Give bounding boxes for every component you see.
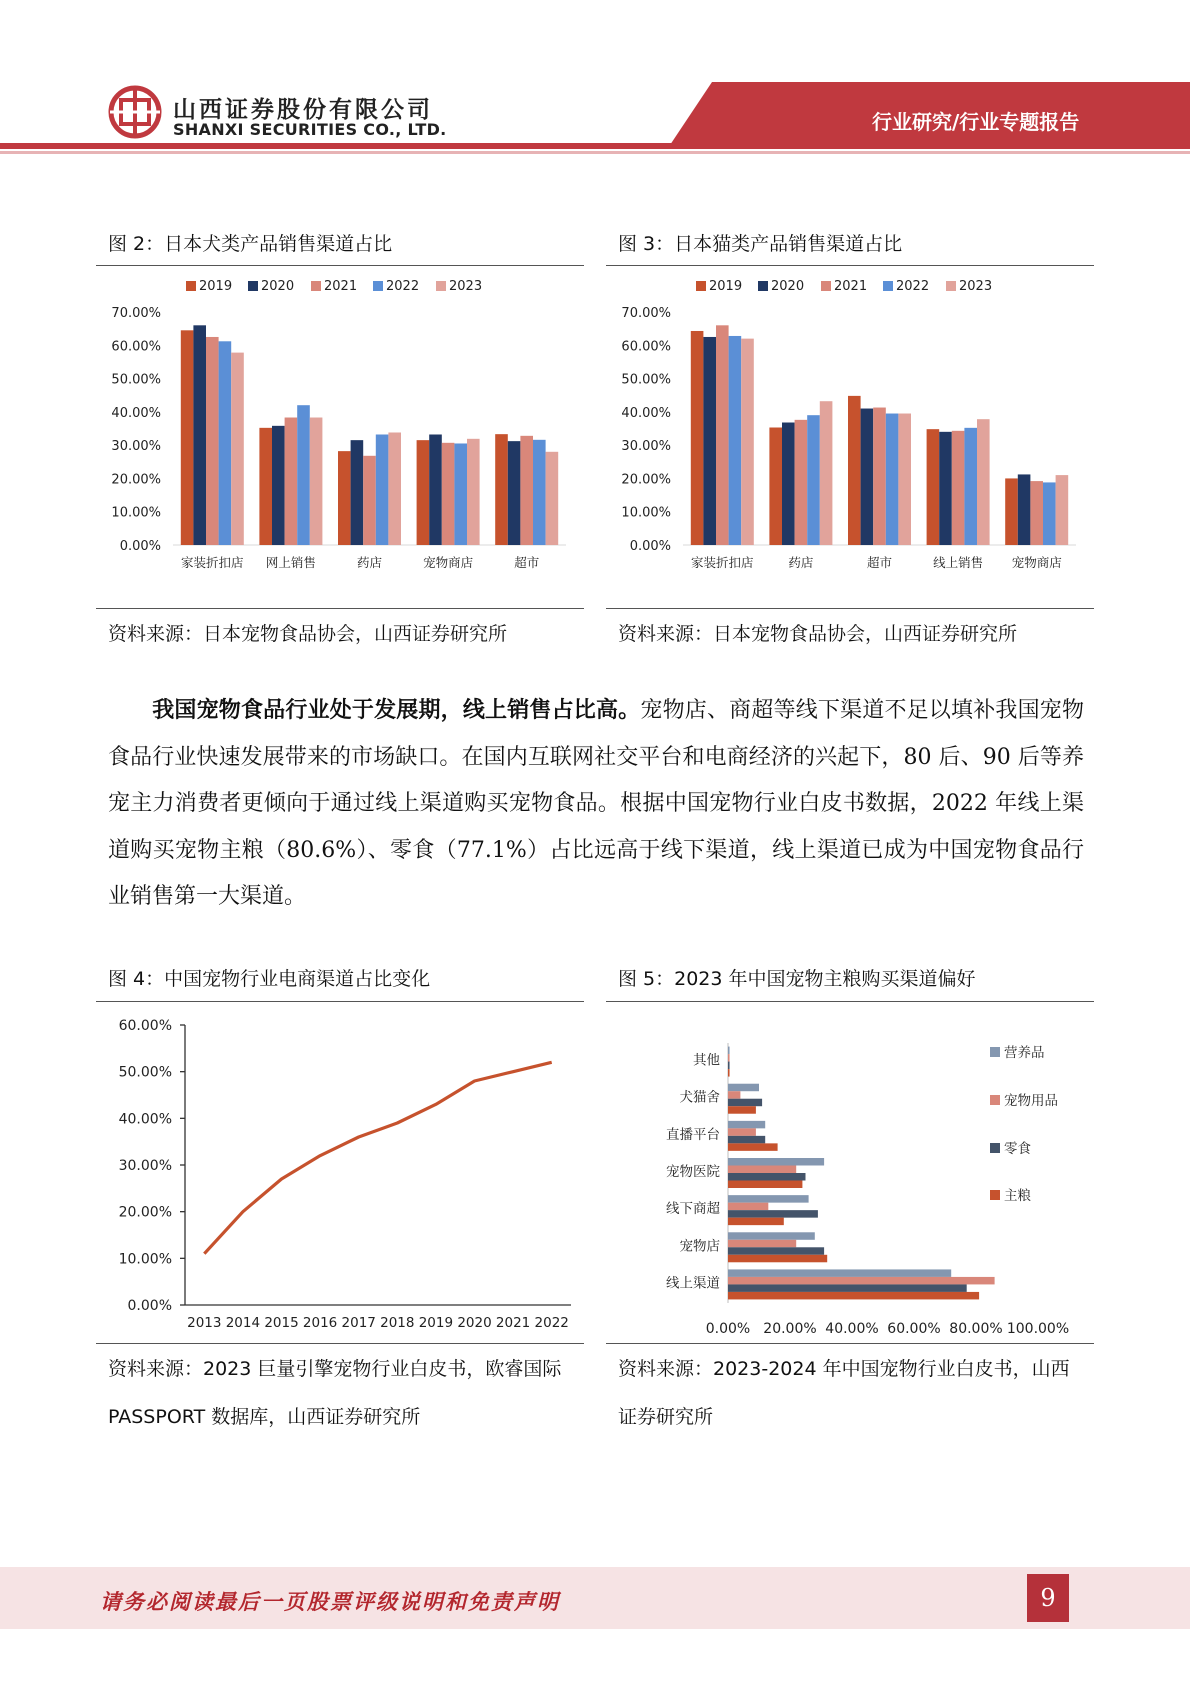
- bar-2023: [231, 353, 244, 545]
- x-tick-label: 药店: [788, 555, 814, 570]
- bar-2020: [272, 426, 285, 545]
- y-tick-label: 直播平台: [666, 1126, 720, 1143]
- x-tick-label: 100.00%: [1006, 1321, 1070, 1337]
- y-tick-label: 20.00%: [118, 1204, 172, 1221]
- fig5-chart: [606, 1008, 1094, 1338]
- bar-营养品: [728, 1084, 759, 1092]
- bar-主粮: [728, 1292, 979, 1300]
- bar-2023: [820, 401, 833, 545]
- bar-营养品: [728, 1269, 951, 1277]
- y-tick-label: 30.00%: [621, 439, 671, 455]
- x-tick-label: 2018: [380, 1315, 415, 1331]
- x-tick-label: 网上销售: [265, 555, 316, 570]
- y-tick-label: 0.00%: [127, 1298, 172, 1314]
- bar-宠物用品: [728, 1128, 756, 1136]
- bar-2020: [351, 440, 364, 545]
- bar-2022: [729, 336, 742, 545]
- y-tick-label: 40.00%: [118, 1111, 172, 1128]
- bar-宠物用品: [728, 1166, 796, 1174]
- y-tick-label: 50.00%: [621, 372, 671, 388]
- legend-swatch-2019: [696, 281, 706, 291]
- fig2-caption: 图 2：日本犬类产品销售渠道占比: [108, 233, 393, 255]
- bar-主粮: [728, 1106, 756, 1114]
- legend-label-2019: 2019: [709, 279, 743, 294]
- fig2-bottom-rule: [96, 608, 584, 609]
- legend-label-2023: 2023: [449, 279, 483, 294]
- x-tick-label: 20.00%: [763, 1321, 817, 1337]
- report-type: 行业研究/行业专题报告: [872, 110, 1080, 134]
- bar-2021: [206, 337, 219, 545]
- x-tick-label: 2017: [341, 1315, 376, 1331]
- x-tick-label: 家装折扣店: [181, 555, 244, 570]
- fig5-caption: 图 5：2023 年中国宠物主粮购买渠道偏好: [618, 968, 976, 990]
- y-tick-label: 线下商超: [666, 1201, 720, 1218]
- bar-宠物用品: [728, 1091, 740, 1099]
- page-header: [0, 0, 1190, 160]
- bar-2021: [795, 420, 808, 545]
- legend-swatch-2023: [436, 281, 446, 291]
- bar-2023: [310, 418, 323, 545]
- x-tick-label: 2019: [418, 1315, 454, 1331]
- legend-swatch-2023: [946, 281, 956, 291]
- bar-零食: [728, 1210, 818, 1218]
- bar-2022: [297, 405, 310, 545]
- y-tick-label: 60.00%: [118, 1018, 172, 1034]
- series-line: [204, 1062, 551, 1253]
- bar-主粮: [728, 1069, 730, 1077]
- bar-2019: [417, 440, 430, 545]
- x-tick-label: 40.00%: [825, 1321, 879, 1337]
- bar-2021: [285, 418, 298, 545]
- paragraph-body: 宠物店、商超等线下渠道不足以填补我国宠物食品行业快速发展带来的市场缺口。在国内互联网社交平台和电商经济的兴起下，80 后、90 后等养宠主力消费者更倾向于通过线上渠道购买宠物食品。根据中国宠物行业白皮书数据，2022 年线上渠道购买宠物主粮（80.6%）、零食（77.1%）占比远高于线下渠道，线上渠道已成为中国宠物食品行业销售第一大渠道。: [108, 698, 1084, 909]
- fig2-top-rule: [96, 265, 584, 266]
- bar-零食: [728, 1062, 730, 1070]
- x-tick-label: 2015: [264, 1315, 299, 1331]
- bar-2022: [533, 440, 546, 545]
- bar-2019: [495, 434, 508, 545]
- bar-2023: [977, 419, 990, 545]
- legend-swatch-2022: [883, 281, 893, 291]
- legend-label-2019: 2019: [199, 279, 233, 294]
- company-name-en: SHANXI SECURITIES CO., LTD.: [173, 120, 447, 139]
- bar-2020: [782, 423, 795, 545]
- bar-2021: [442, 443, 455, 545]
- bar-营养品: [728, 1232, 815, 1240]
- bar-主粮: [728, 1143, 778, 1151]
- bar-2020: [861, 409, 874, 545]
- bar-宠物用品: [728, 1203, 768, 1211]
- y-tick-label: 40.00%: [621, 405, 671, 421]
- bar-2022: [886, 414, 899, 545]
- bar-营养品: [728, 1158, 824, 1166]
- bar-2022: [376, 434, 389, 545]
- bar-2022: [454, 443, 467, 545]
- x-tick-label: 2014: [225, 1315, 261, 1331]
- bar-2020: [703, 337, 716, 545]
- bar-2023: [546, 452, 559, 545]
- y-tick-label: 50.00%: [118, 1064, 172, 1081]
- y-tick-label: 20.00%: [621, 472, 671, 488]
- y-tick-label: 0.00%: [629, 539, 671, 554]
- fig2-source: 资料来源：日本宠物食品协会，山西证券研究所: [108, 623, 508, 645]
- y-tick-label: 10.00%: [111, 505, 161, 521]
- legend-label-2021: 2021: [324, 279, 358, 294]
- fig3-source: 资料来源：日本宠物食品协会，山西证券研究所: [618, 623, 1018, 645]
- bar-2019: [691, 331, 704, 545]
- fig4-top-rule: [96, 1001, 584, 1002]
- bar-主粮: [728, 1255, 827, 1263]
- legend-swatch-2020: [758, 281, 768, 291]
- bar-营养品: [728, 1121, 765, 1129]
- page-number: 9: [1027, 1574, 1069, 1622]
- x-tick-label: 2013: [187, 1315, 222, 1331]
- fig2-chart: [96, 272, 584, 602]
- y-tick-label: 10.00%: [621, 505, 671, 521]
- y-tick-label: 40.00%: [111, 405, 161, 421]
- bar-零食: [728, 1247, 824, 1255]
- x-tick-label: 2016: [302, 1315, 338, 1331]
- bar-零食: [728, 1136, 765, 1144]
- y-tick-label: 60.00%: [621, 339, 671, 355]
- bar-2019: [1005, 478, 1018, 545]
- bar-2021: [952, 431, 965, 545]
- legend-swatch-2022: [373, 281, 383, 291]
- bar-2019: [181, 330, 194, 545]
- y-tick-label: 宠物医院: [666, 1164, 720, 1180]
- bar-2021: [873, 408, 886, 545]
- x-tick-label: 2021: [495, 1315, 531, 1331]
- y-tick-label: 其他: [693, 1052, 720, 1069]
- legend-label-营养品: 营养品: [1004, 1045, 1045, 1061]
- company-logo-icon: [110, 86, 160, 138]
- bar-2021: [520, 436, 533, 545]
- legend-swatch-宠物用品: [990, 1095, 1000, 1105]
- legend-swatch-2020: [248, 281, 258, 291]
- bar-2022: [807, 415, 820, 545]
- bar-2022: [219, 341, 232, 545]
- legend-swatch-2021: [821, 281, 831, 291]
- bar-2019: [338, 451, 351, 545]
- bar-2020: [429, 434, 442, 545]
- paragraph-lead: 我国宠物食品行业处于发展期，线上销售占比高。: [152, 698, 641, 723]
- bar-2022: [1043, 482, 1056, 545]
- y-tick-label: 30.00%: [111, 439, 161, 455]
- fig5-top-rule: [606, 1001, 1094, 1002]
- legend-swatch-主粮: [990, 1190, 1000, 1200]
- bar-主粮: [728, 1218, 784, 1226]
- bar-零食: [728, 1099, 762, 1107]
- bar-2020: [508, 441, 521, 545]
- bar-2019: [848, 396, 861, 545]
- footer-disclaimer: 请务必阅读最后一页股票评级说明和免责声明: [100, 1589, 560, 1614]
- bar-2019: [259, 428, 272, 545]
- fig4-chart: [96, 1008, 584, 1338]
- x-tick-label: 药店: [356, 555, 383, 570]
- legend-label-主粮: 主粮: [1004, 1188, 1031, 1204]
- bar-2022: [964, 428, 977, 545]
- x-tick-label: 线上销售: [933, 555, 984, 570]
- x-tick-label: 0.00%: [705, 1321, 751, 1337]
- fig5-bottom-rule: [606, 1343, 1094, 1344]
- bar-2021: [1030, 481, 1043, 545]
- bar-宠物用品: [728, 1277, 995, 1285]
- fig3-top-rule: [606, 265, 1094, 266]
- bar-2021: [716, 325, 729, 545]
- bar-2021: [363, 456, 376, 545]
- legend-swatch-零食: [990, 1143, 1000, 1153]
- y-tick-label: 70.00%: [621, 306, 671, 321]
- y-tick-label: 犬猫舍: [679, 1089, 720, 1106]
- legend-swatch-2019: [186, 281, 196, 291]
- bar-宠物用品: [728, 1240, 796, 1248]
- bar-营养品: [728, 1195, 809, 1203]
- fig5-source: 资料来源：2023-2024 年中国宠物行业白皮书，山西证券研究所: [618, 1358, 1070, 1428]
- fig4-bottom-rule: [96, 1343, 584, 1344]
- legend-label-宠物用品: 宠物用品: [1004, 1093, 1058, 1109]
- y-tick-label: 宠物店: [679, 1238, 720, 1255]
- y-tick-label: 20.00%: [111, 472, 161, 488]
- y-tick-label: 70.00%: [111, 306, 161, 321]
- bar-2019: [927, 429, 940, 545]
- y-tick-label: 0.00%: [119, 539, 161, 554]
- bar-2023: [388, 432, 401, 545]
- bar-2020: [939, 432, 952, 545]
- legend-label-2023: 2023: [959, 279, 993, 294]
- fig4-caption: 图 4：中国宠物行业电商渠道占比变化: [108, 968, 431, 990]
- bar-2023: [741, 339, 754, 545]
- x-tick-label: 2022: [534, 1315, 569, 1331]
- legend-label-2020: 2020: [771, 279, 805, 294]
- fig3-caption: 图 3：日本猫类产品销售渠道占比: [618, 233, 903, 255]
- bar-主粮: [728, 1181, 802, 1189]
- y-tick-label: 30.00%: [118, 1158, 172, 1174]
- bar-2020: [193, 325, 206, 545]
- legend-swatch-2021: [311, 281, 321, 291]
- x-tick-label: 60.00%: [887, 1321, 941, 1337]
- body-paragraph: [108, 688, 1084, 921]
- bar-营养品: [728, 1047, 730, 1055]
- bar-2023: [467, 439, 480, 545]
- x-tick-label: 宠物商店: [423, 555, 474, 570]
- x-tick-label: 家装折扣店: [691, 555, 754, 570]
- x-tick-label: 超市: [514, 555, 540, 570]
- y-tick-label: 50.00%: [111, 372, 161, 388]
- fig4-source: 资料来源：2023 巨量引擎宠物行业白皮书，欧睿国际 PASSPORT 数据库，山西证券研究所: [108, 1358, 562, 1428]
- x-tick-label: 宠物商店: [1011, 555, 1062, 570]
- bar-2019: [769, 428, 782, 545]
- bar-2023: [1056, 475, 1069, 545]
- x-tick-label: 80.00%: [949, 1321, 1003, 1337]
- legend-label-2021: 2021: [834, 279, 868, 294]
- legend-label-零食: 零食: [1004, 1141, 1031, 1157]
- y-tick-label: 线上渠道: [666, 1275, 720, 1292]
- legend-label-2022: 2022: [896, 279, 930, 294]
- legend-label-2022: 2022: [386, 279, 420, 294]
- x-tick-label: 2020: [457, 1315, 492, 1331]
- x-tick-label: 超市: [866, 555, 893, 570]
- fig3-chart: [606, 272, 1094, 602]
- legend-label-2020: 2020: [261, 279, 295, 294]
- bar-2023: [898, 414, 911, 545]
- bar-2020: [1018, 474, 1031, 545]
- bar-零食: [728, 1284, 967, 1292]
- y-tick-label: 60.00%: [111, 339, 161, 355]
- bar-宠物用品: [728, 1054, 730, 1062]
- legend-swatch-营养品: [990, 1047, 1000, 1057]
- company-name-cn: 山西证券股份有限公司: [173, 97, 433, 123]
- fig3-bottom-rule: [606, 608, 1094, 609]
- y-tick-label: 10.00%: [118, 1251, 172, 1268]
- bar-零食: [728, 1173, 806, 1181]
